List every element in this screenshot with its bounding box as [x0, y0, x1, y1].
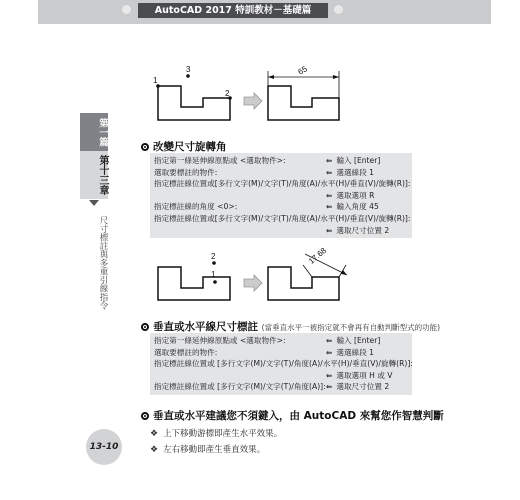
command-line [154, 358, 413, 370]
command-action: ⇐ 輸入 [Enter] [326, 156, 381, 165]
section3-title: 垂直或水平建議您不須鍵入，由 AutoCAD 來幫您作智慧判斷 [153, 410, 444, 422]
command-line [154, 381, 408, 393]
left-arrow-icon: ⇐ [326, 382, 333, 392]
diamond-bullet-icon: ❖ [150, 429, 159, 439]
command-line [154, 335, 408, 347]
left-arrow-icon: ⇐ [326, 225, 333, 235]
figure2-arrow-icon [244, 275, 262, 291]
figure1-label-2: 2 [225, 89, 230, 98]
header-title: AutoCAD 2017 特訓教材－基礎篇 [138, 3, 328, 18]
figure1-label-1: 1 [153, 76, 158, 85]
command-prompt: 選取要標註的物件: [154, 167, 218, 177]
figure1-dimension-text: 65 [296, 64, 309, 77]
command-prompt: 指定標註線的角度 <0>: [154, 202, 238, 212]
command-prompt: 指定第一條延伸線原點或 <選取物件>: [154, 336, 286, 345]
command-action: ⇐ 選取尺寸位置 2 [326, 225, 390, 235]
section2-subtitle: (當垂直水平一被指定就不會再有自動判斷型式的功能) [261, 323, 441, 332]
tip-item [150, 427, 282, 439]
command-prompt: 指定第一條延伸線原點或 <選取物件>: [154, 156, 286, 165]
side-part-label: 第一篇 [80, 113, 108, 151]
side-topic-label: 尺寸標註與多重引線指令 [98, 216, 108, 310]
command-prompt: 指定標註線位置或 [多行文字(M)/文字(T)/角度(A)/水平(H)/垂直(V)/旋轉(R)]: [154, 359, 413, 369]
figure2-right-shape [268, 267, 339, 300]
command-line [154, 347, 408, 359]
command-action: ⇐ 選選線段 1 [326, 167, 374, 177]
left-arrow-icon: ⇐ [326, 202, 333, 212]
command-action: ⇐ 選取選項 R [326, 190, 375, 200]
figure2-label-2: 2 [211, 252, 216, 261]
side-chapter-label: 第十三章 [80, 151, 108, 199]
command-action: ⇐ 輸入 [Enter] [326, 336, 381, 345]
figure1-label-3: 3 [186, 65, 191, 74]
command-prompt: 指定標註線位置或[多行文字(M)/文字(T)/角度(A)/水平(H)/垂直(V)/旋轉(R)]: [154, 213, 411, 223]
tip-item [150, 443, 265, 455]
page-number: 13-10 [86, 429, 122, 465]
section2-heading [141, 319, 440, 334]
left-arrow-icon: ⇐ [326, 167, 333, 177]
left-arrow-icon: ⇐ [326, 156, 333, 165]
figure2-dimension-text: 17.68 [306, 245, 329, 266]
section2-command-box [150, 333, 412, 395]
command-prompt: 指定標註線位置或[多行文字(M)/文字(T)/角度(A)/水平(H)/垂直(V)/旋轉(R)]: [154, 179, 411, 189]
section3-heading [141, 408, 444, 423]
command-action: ⇐ 選取選項 H 或 V [326, 370, 393, 380]
left-arrow-icon: ⇐ [326, 190, 333, 200]
figure2-point-1 [213, 280, 217, 284]
diamond-bullet-icon: ❖ [150, 445, 159, 455]
figure2-label-1: 1 [211, 270, 216, 279]
command-prompt: 選取要標註的物件: [154, 347, 218, 357]
command-action: ⇐ 輸入角度 45 [326, 202, 379, 212]
command-action: ⇐ 選取尺寸位置 2 [326, 382, 390, 392]
command-line [154, 370, 408, 382]
tip-text: 上下移動游標即產生水平效果。 [163, 429, 283, 439]
left-arrow-icon: ⇐ [326, 336, 333, 345]
command-prompt: 指定標註線位置或 [多行文字(M)/文字(T)/角度(A)]: [154, 382, 326, 392]
left-arrow-icon: ⇐ [326, 370, 333, 380]
figure2-point-2 [212, 261, 216, 265]
target-bullet-icon [141, 412, 149, 420]
section2-title: 垂直或水平線尺寸標註 [153, 321, 258, 333]
left-arrow-icon: ⇐ [326, 347, 333, 357]
figure2-left-shape [158, 267, 230, 300]
target-bullet-icon [141, 323, 149, 331]
command-action: ⇐ 選選線段 1 [326, 347, 374, 357]
section1-title: 改變尺寸旋轉角 [153, 141, 227, 153]
tip-text: 左右移動即產生垂直效果。 [163, 445, 266, 455]
